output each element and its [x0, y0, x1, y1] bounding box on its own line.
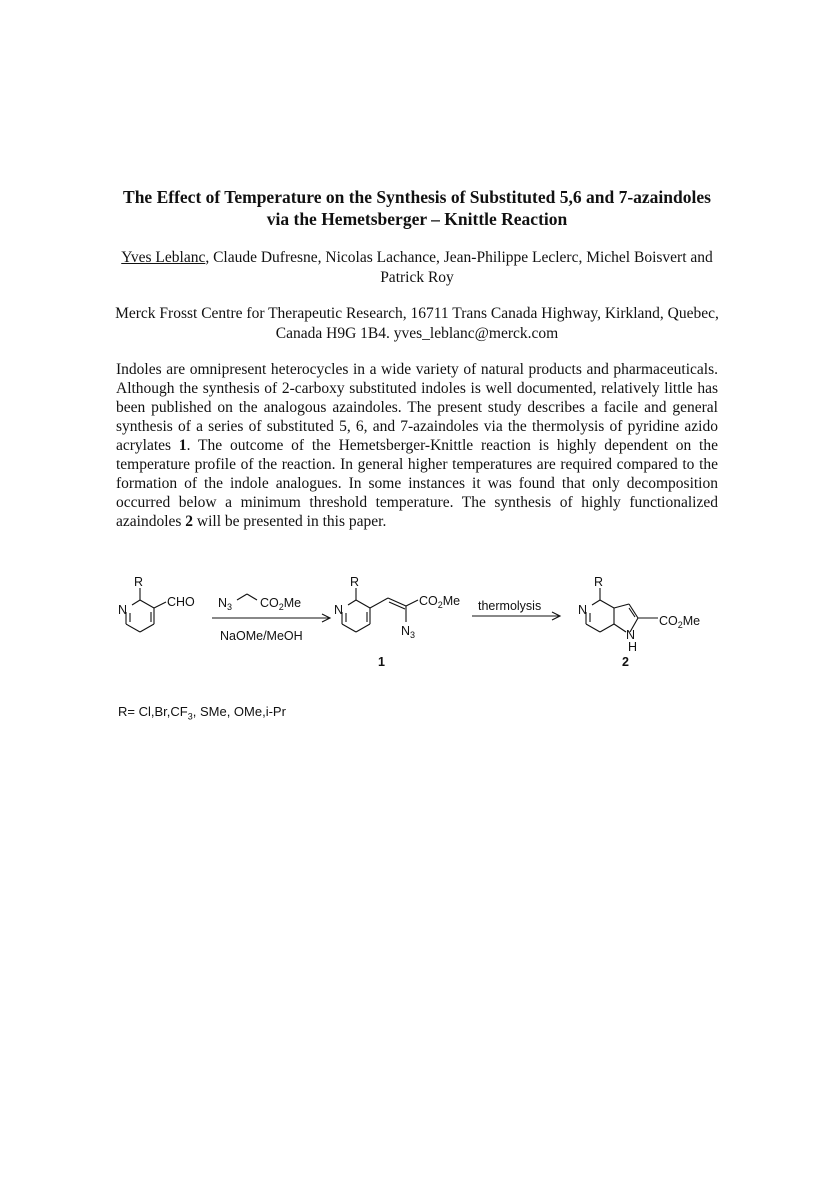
compound-ref-1: 1 — [178, 437, 187, 454]
abstract-text-2: . The outcome of the Hemetsberger-Knittle reaction is highly dependent on the temperature profile of the reaction. In general higher temperatures are required compared to the formation of the indole analogues. In some instances it was found that only decomposition occurred below a minimum threshold temperature. The synthesis of highly functionalized azaindoles — [116, 437, 718, 530]
pyridine-aldehyde-structure — [126, 588, 166, 632]
substituent-r-label-2: R — [350, 575, 360, 589]
thermolysis-label: thermolysis — [478, 599, 542, 613]
abstract-text-1: Indoles are omnipresent heterocycles in a wide variety of natural products and pharmaceuticals. Although the synthesis of 2-carboxy substituted indoles is well documented, relatively little has been published on the analogous azaindoles. The present study describes a facile and general synthesis of a series of substituted 5, 6, and 7-azaindoles via the thermolysis of pyridine azido acrylates — [116, 361, 718, 454]
substituent-r-label-1: R — [134, 575, 144, 589]
indole-h-label: H — [628, 640, 638, 654]
pyridine-n-label-2: N — [334, 603, 344, 617]
reagent-azide-label: $N_3$ — [218, 596, 233, 612]
compound-ref-2: 2 — [185, 513, 194, 530]
presenting-author: Yves Leblanc — [121, 249, 206, 266]
cho-label: CHO — [167, 595, 195, 609]
affiliation: Merck Frosst Centre for Therapeutic Research, 16711 Trans Canada Highway, Kirkland, Quebec, Canada H9G 1B4. yves_leblanc@merck.com — [115, 305, 719, 342]
pyridine-n-label-1: N — [118, 603, 128, 617]
substituent-list: $R= Cl,Br,CF_3$, SMe, OMe,i-Pr — [118, 704, 286, 722]
pyridine-n-label-3: N — [578, 603, 588, 617]
azaindole-structure — [586, 588, 658, 632]
reagent-ester-label: $CO_2Me$ — [260, 596, 302, 612]
azaindole-ester-label: $CO_2Me$ — [659, 614, 701, 630]
abstract — [116, 360, 718, 531]
abstract-text-3: will be presented in this paper. — [193, 513, 387, 530]
compound-1-label: 1 — [378, 655, 385, 669]
substituent-r-label-3: R — [594, 575, 604, 589]
conditions-label: NaOMe/MeOH — [220, 629, 303, 643]
paper-title: The Effect of Temperature on the Synthesis of Substituted 5,6 and 7-azaindoles via the Hemetsberger – Knittle Reaction — [123, 187, 711, 229]
compound-2-label: 2 — [622, 655, 629, 669]
indole-n-label: N — [626, 628, 636, 642]
acrylate-ester-label: $CO_2Me$ — [419, 594, 461, 610]
co-authors: , Claude Dufresne, Nicolas Lachance, Jean-Philippe Leclerc, Michel Boisvert and Patrick Roy — [205, 249, 713, 286]
acrylate-azide-label: $N_3$ — [401, 624, 416, 640]
author-list — [110, 248, 724, 288]
